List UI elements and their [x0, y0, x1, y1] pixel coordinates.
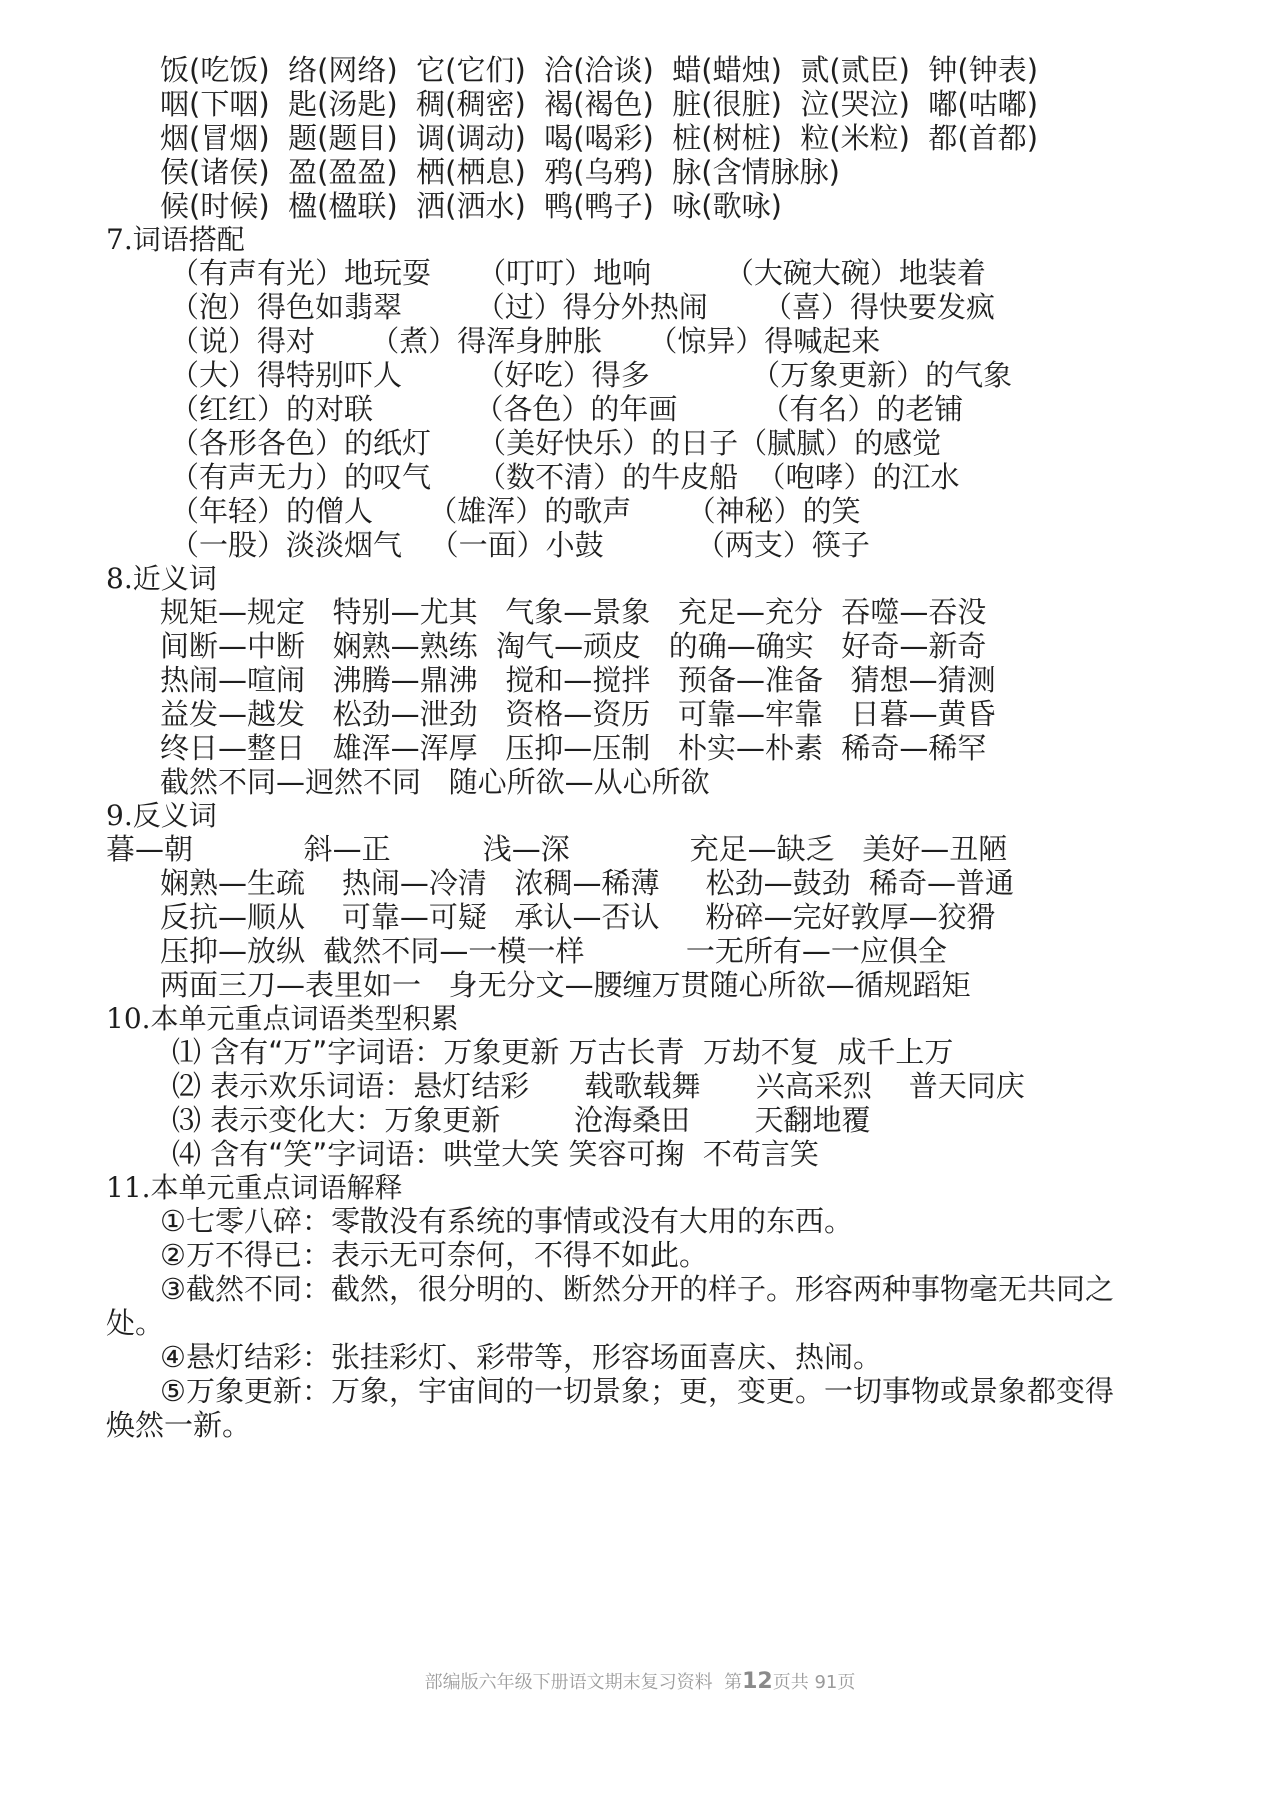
section-9-heading: 9.反义词	[106, 799, 217, 832]
word-type-line-1: ⑴ 含有“万”字词语：万象更新 万古长青 万劫不复 成千上万	[172, 1035, 954, 1069]
antonym-line-2: 娴熟—生疏 热闹—冷清 浓稠—稀薄 松劲—鼓劲 稀奇—普通	[160, 866, 1015, 900]
antonym-line-3: 反抗—顺从 可靠—可疑 承认—否认 粉碎—完好敦厚—狡猾	[160, 900, 996, 934]
section-8-heading: 8.近义词	[106, 562, 217, 595]
section-11-heading: 11.本单元重点词语解释	[106, 1171, 403, 1204]
collocation-line-3: （说）得对 （煮）得浑身肿胀 （惊异）得喊起来	[170, 324, 881, 358]
char-line-2: 咽(下咽) 匙(汤匙) 稠(稠密) 褐(褐色) 脏(很脏) 泣(哭泣) 嘟(咕嘟)	[160, 87, 1039, 121]
char-line-4: 侯(诸侯) 盈(盈盈) 栖(栖息) 鸦(乌鸦) 脉(含情脉脉)	[160, 155, 840, 189]
explanation-3: ③截然不同：截然，很分明的、断然分开的样子。形容两种事物毫无共同之	[160, 1272, 1114, 1306]
footer-page-number: 12	[742, 1669, 773, 1694]
synonym-line-6: 截然不同—迥然不同 随心所欲—从心所欲	[160, 765, 710, 799]
section-7-heading: 7.词语搭配	[106, 223, 245, 256]
explanation-1: ①七零八碎：零散没有系统的事情或没有大用的东西。	[160, 1204, 853, 1238]
antonym-line-1: 暮—朝 斜—正 浅—深 充足—缺乏 美好—丑陋	[106, 832, 1008, 866]
antonym-line-4: 压抑—放纵 截然不同—一模一样 一无所有—一应俱全	[160, 934, 947, 968]
synonym-line-4: 益发—越发 松劲—泄劲 资格—资历 可靠—牢靠 日暮—黄昏	[160, 697, 996, 731]
page-footer	[0, 1668, 1280, 1694]
synonym-line-5: 终日—整日 雄浑—浑厚 压抑—压制 朴实—朴素 稀奇—稀罕	[160, 731, 987, 765]
footer-prefix: 部编版六年级下册语文期末复习资料 第	[424, 1672, 743, 1693]
explanation-5: ⑤万象更新：万象，宇宙间的一切景象；更，变更。一切事物或景象都变得	[160, 1374, 1114, 1408]
section-10-heading: 10.本单元重点词语类型积累	[106, 1002, 459, 1035]
collocation-line-7: （有声无力）的叹气 （数不清）的牛皮船 （咆哮）的江水	[170, 460, 960, 494]
collocation-line-8: （年轻）的僧人 （雄浑）的歌声 （神秘）的笑	[170, 494, 861, 528]
char-line-5: 候(时候) 楹(楹联) 洒(洒水) 鸭(鸭子) 咏(歌咏)	[160, 189, 782, 223]
word-type-line-4: ⑷ 含有“笑”字词语：哄堂大笑 笑容可掬 不苟言笑	[172, 1137, 819, 1171]
word-type-line-3: ⑶ 表示变化大：万象更新 沧海桑田 天翻地覆	[172, 1103, 871, 1137]
collocation-line-4: （大）得特别吓人 （好吃）得多 （万象更新）的气象	[170, 358, 1013, 392]
explanation-5-cont: 焕然一新。	[106, 1408, 252, 1442]
collocation-line-5: （红红）的对联 （各色）的年画 （有名）的老铺	[170, 392, 964, 426]
synonym-line-2: 间断—中断 娴熟—熟练 淘气—顽皮 的确—确实 好奇—新奇	[160, 629, 987, 663]
synonym-line-3: 热闹—喧闹 沸腾—鼎沸 搅和—搅拌 预备—准备 猜想—猜测	[160, 663, 996, 697]
collocation-line-1: （有声有光）地玩耍 （叮叮）地响 （大碗大碗）地装着	[170, 256, 986, 290]
explanation-4: ④悬灯结彩：张挂彩灯、彩带等，形容场面喜庆、热闹。	[160, 1340, 882, 1374]
synonym-line-1: 规矩—规定 特别—尤其 气象—景象 充足—充分 吞噬—吞没	[160, 595, 987, 629]
collocation-line-2: （泡）得色如翡翠 （过）得分外热闹 （喜）得快要发疯	[170, 290, 996, 324]
antonym-line-5: 两面三刀—表里如一 身无分文—腰缠万贯随心所欲—循规蹈矩	[160, 968, 971, 1002]
footer-suffix: 页共 91页	[772, 1672, 856, 1693]
explanation-2: ②万不得已：表示无可奈何，不得不如此。	[160, 1238, 708, 1272]
explanation-3-cont: 处。	[106, 1306, 165, 1340]
word-type-line-2: ⑵ 表示欢乐词语：悬灯结彩 载歌载舞 兴高采烈 普天同庆	[172, 1069, 1025, 1103]
char-line-3: 烟(冒烟) 题(题目) 调(调动) 喝(喝彩) 桩(树桩) 粒(米粒) 都(首都)	[160, 121, 1039, 155]
collocation-line-6: （各形各色）的纸灯 （美好快乐）的日子（腻腻）的感觉	[170, 426, 942, 460]
char-line-1: 饭(吃饭) 络(网络) 它(它们) 洽(洽谈) 蜡(蜡烛) 贰(贰臣) 钟(钟表)	[160, 53, 1039, 87]
collocation-line-9: （一股）淡淡烟气 （一面）小鼓 （两支）筷子	[170, 528, 870, 562]
